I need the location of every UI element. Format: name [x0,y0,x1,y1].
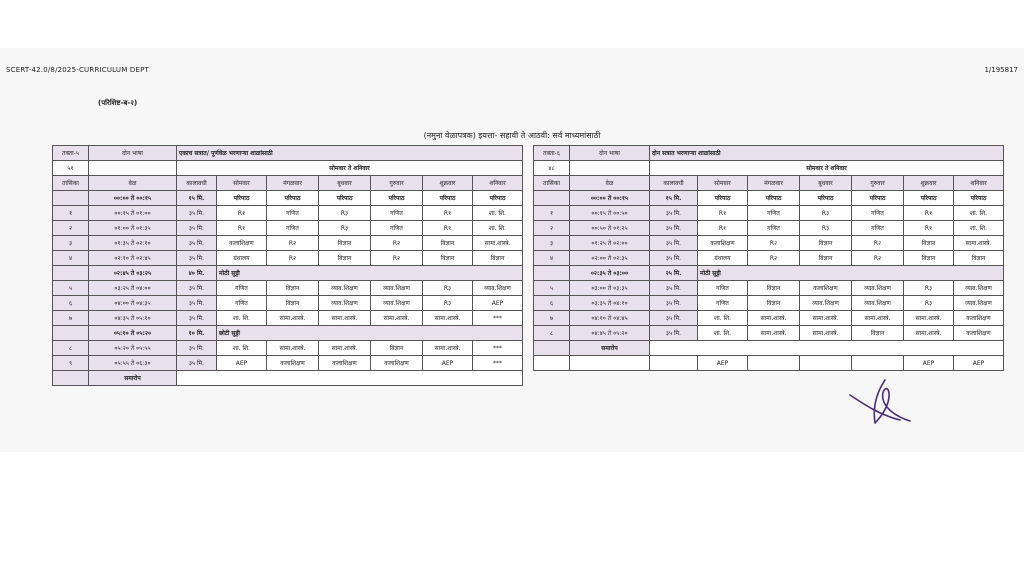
subject-cell: व्याव.शिक्षण [371,296,423,311]
duration-cell: ३५ मि. [177,251,217,266]
table-row [53,356,523,371]
subject-cell: विज्ञान [267,281,319,296]
subject-cell: AEP [423,356,473,371]
table-row [53,221,523,236]
aep-row [534,356,1004,371]
subject-cell: शा. शि. [473,206,523,221]
subject-cell: सामा.शास्त्रे. [319,311,371,326]
subject-cell: व्याव.शिक्षण [954,281,1004,296]
duration-cell: ३५ मि. [650,296,698,311]
duration-cell: ३५ मि. [650,206,698,221]
subject-cell: शा. शि. [954,206,1004,221]
subject-cell: विज्ञान [267,296,319,311]
period-number: ८ [534,326,570,341]
time-cell: ००:५० ते ०१:२५ [570,221,650,236]
subject-cell: कलाशिक्षण [698,236,748,251]
language-label: दोन भाषा [89,146,177,161]
subject-cell: विज्ञान [904,236,954,251]
col-thursday: गुरुवार [852,176,904,191]
subject-cell: विज्ञान [800,236,852,251]
subject-cell: विज्ञान [748,281,800,296]
period-number: ३ [53,236,89,251]
col-duration: कालावधी [177,176,217,191]
col-time: वेळ [89,176,177,191]
subject-cell: विज्ञान [319,251,371,266]
closing-row [534,341,1004,356]
subject-cell: विज्ञान [423,251,473,266]
duration-cell: ३५ मि. [177,221,217,236]
time-cell: ०२:४५ ते ०३:२५ [89,266,177,281]
subject-cell: सामा.शास्त्रे. [371,311,423,326]
subject-cell: R३ [904,296,954,311]
subject-cell: कलाशिक्षण [954,326,1004,341]
duration-cell: १५ मि. [650,191,698,206]
assembly-row [53,191,523,206]
subject-cell: विज्ञान [748,296,800,311]
subject-cell: विज्ञान [473,251,523,266]
time-cell: ००:१५ ते ००:५० [570,206,650,221]
subject-cell: R२ [748,236,800,251]
col-tuesday: मंगळवार [748,176,800,191]
subject-cell: परिपाठ [748,191,800,206]
subject-cell: गणित [852,221,904,236]
subject-cell [650,356,698,371]
duration-cell: १० मि. [177,326,217,341]
subject-cell: शा. शि. [217,311,267,326]
time-cell: ०४:०० ते ०४:३५ [89,296,177,311]
subject-cell: सामा.शास्त्रे. [267,311,319,326]
subject-cell: R३ [319,206,371,221]
subject-cell: विज्ञान [954,251,1004,266]
col-wednesday: बुधवार [800,176,852,191]
annexure-label: (परिशिष्ट-ब-२) [98,99,138,107]
time-cell: ०१:२५ ते ०२:०० [570,236,650,251]
subject-cell: सामा.शास्त्रे. [852,311,904,326]
subject-cell: *** [473,341,523,356]
subject-cell: व्याव.शिक्षण [473,281,523,296]
subject-cell: विज्ञान [852,326,904,341]
col-saturday: शनिवार [473,176,523,191]
subject-cell: R२ [852,251,904,266]
subject-cell: परिपाठ [904,191,954,206]
subject-cell: व्याव.शिक्षण [852,281,904,296]
subject-cell: कलाशिक्षण [319,356,371,371]
subject-cell: शा. शि. [217,341,267,356]
duration-cell: ३५ मि. [177,296,217,311]
duration-cell: ३५ मि. [650,311,698,326]
subject-cell: परिपाठ [371,191,423,206]
closing-label: समारोप [570,341,650,356]
duration-cell: ३५ मि. [177,356,217,371]
period-number: २ [534,221,570,236]
subject-cell: विज्ञान [423,236,473,251]
table-number: तक्ता-५ [53,146,89,161]
subject-cell: कलाशिक्षण [371,356,423,371]
subject-cell: सामा.शास्त्रे. [267,341,319,356]
table-row [53,311,523,326]
period-number: ३ [534,236,570,251]
column-header-row [53,176,523,191]
subject-cell: गणित [371,221,423,236]
column-header-row [534,176,1004,191]
break-row [53,266,523,281]
timetable-right [533,145,1004,371]
subject-cell: सामा.शास्त्रे. [473,236,523,251]
col-saturday: शनिवार [954,176,1004,191]
period-number: १ [53,206,89,221]
period-number: ९ [53,356,89,371]
table-row [534,206,1004,221]
language-label: दोन भाषा [570,146,650,161]
subject-cell: गणित [698,296,748,311]
time-cell: ०४:३५ ते ०५:१० [89,311,177,326]
col-monday: सोमवार [217,176,267,191]
subject-cell: सामा.शास्त्रे. [319,341,371,356]
period-number: ५ [53,281,89,296]
col-thursday: गुरुवार [371,176,423,191]
subject-cell: परिपाठ [267,191,319,206]
duration-cell: ३५ मि. [650,221,698,236]
subject-cell: सामा.शास्त्रे. [748,326,800,341]
subject-cell: विज्ञान [371,341,423,356]
subject-cell [748,356,800,371]
period-number: ४ [53,251,89,266]
time-cell: ०२:१० ते ०२:४५ [89,251,177,266]
document-reference: SCERT-42.0/8/2025-CURRICULUM DEPT [6,66,150,74]
timetable-left [52,145,523,386]
subject-cell: R१ [698,206,748,221]
subject-cell: R१ [217,206,267,221]
subject-cell: R२ [852,236,904,251]
time-cell: ०५:१० ते ०५:२० [89,326,177,341]
subject-cell: गणित [217,281,267,296]
duration-cell: २५ मि. [650,266,698,281]
break-label: मोठी सुट्टी [217,266,523,281]
period-number: ६ [53,296,89,311]
subject-cell: AEP [217,356,267,371]
table-row [534,251,1004,266]
table-number: तक्ता-६ [534,146,570,161]
subject-cell: कलाशिक्षण [800,281,852,296]
subject-cell: गणित [267,206,319,221]
subject-cell: शा. शि. [954,221,1004,236]
subject-cell: सामा.शास्त्रे. [904,311,954,326]
period-number: ५ [534,281,570,296]
break-row [534,266,1004,281]
subject-cell: परिपाठ [423,191,473,206]
subject-cell [852,356,904,371]
subject-cell: सामा.शास्त्रे. [423,311,473,326]
subject-cell: परिपाठ [319,191,371,206]
period-number: ८ [53,341,89,356]
school-type: दोन सत्रात भरणाऱ्या शाळांसाठी [650,146,1004,161]
time-cell: ०५:२० ते ०५:५५ [89,341,177,356]
period-number: १ [534,206,570,221]
subject-cell: कलाशिक्षण [954,311,1004,326]
subject-cell: परिपाठ [852,191,904,206]
table-row [53,281,523,296]
subject-cell: R१ [423,221,473,236]
days-range: सोमवार ते शनिवार [177,161,523,176]
subject-cell: गणित [748,206,800,221]
subject-cell: AEP [698,356,748,371]
subject-cell: गणित [217,296,267,311]
subject-cell: गणित [698,281,748,296]
duration-cell: ३५ मि. [650,251,698,266]
time-cell: ०५:५५ ते ०६:३० [89,356,177,371]
duration-cell: ३५ मि. [177,206,217,221]
time-cell: ०४:४५ ते ०५:२० [570,326,650,341]
subject-cell: R२ [748,251,800,266]
col-period: तासिका [53,176,89,191]
break-label: छोटी सुट्टी [217,326,523,341]
page-reference: 1/195817 [984,66,1018,74]
time-cell: ०४:१० ते ०४:४५ [570,311,650,326]
subject-cell: ग्रंथालय [217,251,267,266]
subject-cell: R२ [267,251,319,266]
table-row [53,341,523,356]
table-row [534,326,1004,341]
school-type: एकाच सत्रात/ पूर्णवेळ भरणाऱ्या शाळांसाठी [177,146,523,161]
subject-cell: *** [473,311,523,326]
subject-cell: गणित [852,206,904,221]
period-number: ७ [534,311,570,326]
table-row [53,236,523,251]
time-cell: ०२:३५ ते ०३:०० [570,266,650,281]
subject-cell: सामा.शास्त्रे. [954,236,1004,251]
subject-cell: गणित [371,206,423,221]
period-number: ४ [534,251,570,266]
subject-cell: गणित [267,221,319,236]
table-row [53,251,523,266]
table-row [53,296,523,311]
table-row [534,296,1004,311]
subject-cell: सामा.शास्त्रे. [748,311,800,326]
subject-cell: शा. शि. [698,326,748,341]
subject-cell: शा. शि. [698,311,748,326]
duration-cell: ३५ मि. [177,341,217,356]
subject-cell: R३ [800,206,852,221]
subject-cell [800,356,852,371]
subject-cell: R२ [371,251,423,266]
subject-cell: R१ [904,206,954,221]
col-friday: शुक्रवार [423,176,473,191]
subject-cell: *** [473,356,523,371]
subject-cell: सामा.शास्त्रे. [800,311,852,326]
subject-cell: विज्ञान [800,251,852,266]
time-cell: ०१:३५ ते ०२:१० [89,236,177,251]
subject-cell: कलाशिक्षण [217,236,267,251]
subject-cell: R३ [904,281,954,296]
time-cell: ०३:०० ते ०३:३५ [570,281,650,296]
time-cell: ०२:०० ते ०२:३५ [570,251,650,266]
handwritten-signature [845,375,915,430]
duration-cell: ३५ मि. [650,326,698,341]
period-number: २ [53,221,89,236]
subject-cell: AEP [954,356,1004,371]
page-title: (नमुना वेळापत्रक) इयत्ता- सहावी ते आठवी: सर्व माध्यमांसाठी [423,131,601,140]
subject-cell: परिपाठ [473,191,523,206]
subject-cell: R३ [423,296,473,311]
duration-cell: ३५ मि. [177,236,217,251]
subject-cell: R१ [904,221,954,236]
duration-cell: ३५ मि. [650,236,698,251]
subject-cell: व्याव.शिक्षण [800,296,852,311]
subject-cell: R३ [423,281,473,296]
duration-cell: ३५ मि. [177,311,217,326]
duration-cell: १५ मि. [177,191,217,206]
subject-cell: R१ [217,221,267,236]
subject-cell: व्याव.शिक्षण [319,296,371,311]
closing-label: समारोप [89,371,177,386]
subject-cell: विज्ञान [319,236,371,251]
assembly-row [534,191,1004,206]
subject-cell: R१ [423,206,473,221]
subject-cell: परिपाठ [800,191,852,206]
time-cell: ०३:२५ ते ०४:०० [89,281,177,296]
closing-row [53,371,523,386]
subject-cell: R३ [800,221,852,236]
break-label: मोठी सुट्टी [698,266,1004,281]
subject-cell: व्याव.शिक्षण [954,296,1004,311]
subject-cell: AEP [904,356,954,371]
duration-cell: ३५ मि. [177,281,217,296]
subject-cell: AEP [473,296,523,311]
table-row [534,236,1004,251]
table-row [534,281,1004,296]
table-row [53,206,523,221]
subject-cell: व्याव.शिक्षण [371,281,423,296]
time-cell: ००:०० ते ००:१५ [570,191,650,206]
subject-cell: शा. शि. [473,221,523,236]
col-friday: शुक्रवार [904,176,954,191]
time-cell: ००:१५ ते ०१:०० [89,206,177,221]
col-period: तासिका [534,176,570,191]
table-row [534,221,1004,236]
subject-cell: परिपाठ [698,191,748,206]
subject-cell: गणित [748,221,800,236]
subject-cell: सामा.शास्त्रे. [423,341,473,356]
time-cell: ०३:३५ ते ०४:१० [570,296,650,311]
col-monday: सोमवार [698,176,748,191]
col-duration: कालावधी [650,176,698,191]
col-tuesday: मंगळवार [267,176,319,191]
subject-cell: व्याव.शिक्षण [319,281,371,296]
subject-cell: कलाशिक्षण [267,356,319,371]
col-time: वेळ [570,176,650,191]
subject-cell: परिपाठ [217,191,267,206]
break-row [53,326,523,341]
period-number: ७ [53,311,89,326]
table-row [534,311,1004,326]
subject-cell: परिपाठ [954,191,1004,206]
subject-cell: विज्ञान [904,251,954,266]
col-wednesday: बुधवार [319,176,371,191]
subject-cell: ग्रंथालय [698,251,748,266]
duration-cell: ३५ मि. [650,281,698,296]
period-number: ६ [534,296,570,311]
duration-cell: ४० मि. [177,266,217,281]
subject-cell: R३ [319,221,371,236]
time-cell: ००:०० ते ००:१५ [89,191,177,206]
subject-cell: व्याव.शिक्षण [852,296,904,311]
subject-cell: R२ [267,236,319,251]
time-cell: ०१:०० ते ०१:३५ [89,221,177,236]
subject-cell: R२ [371,236,423,251]
subject-cell: सामा.शास्त्रे. [904,326,954,341]
period-count: ४८ [534,161,570,176]
subject-cell: R१ [698,221,748,236]
period-count: ५१ [53,161,89,176]
days-range: सोमवार ते शनिवार [650,161,1004,176]
subject-cell: सामा.शास्त्रे. [800,326,852,341]
